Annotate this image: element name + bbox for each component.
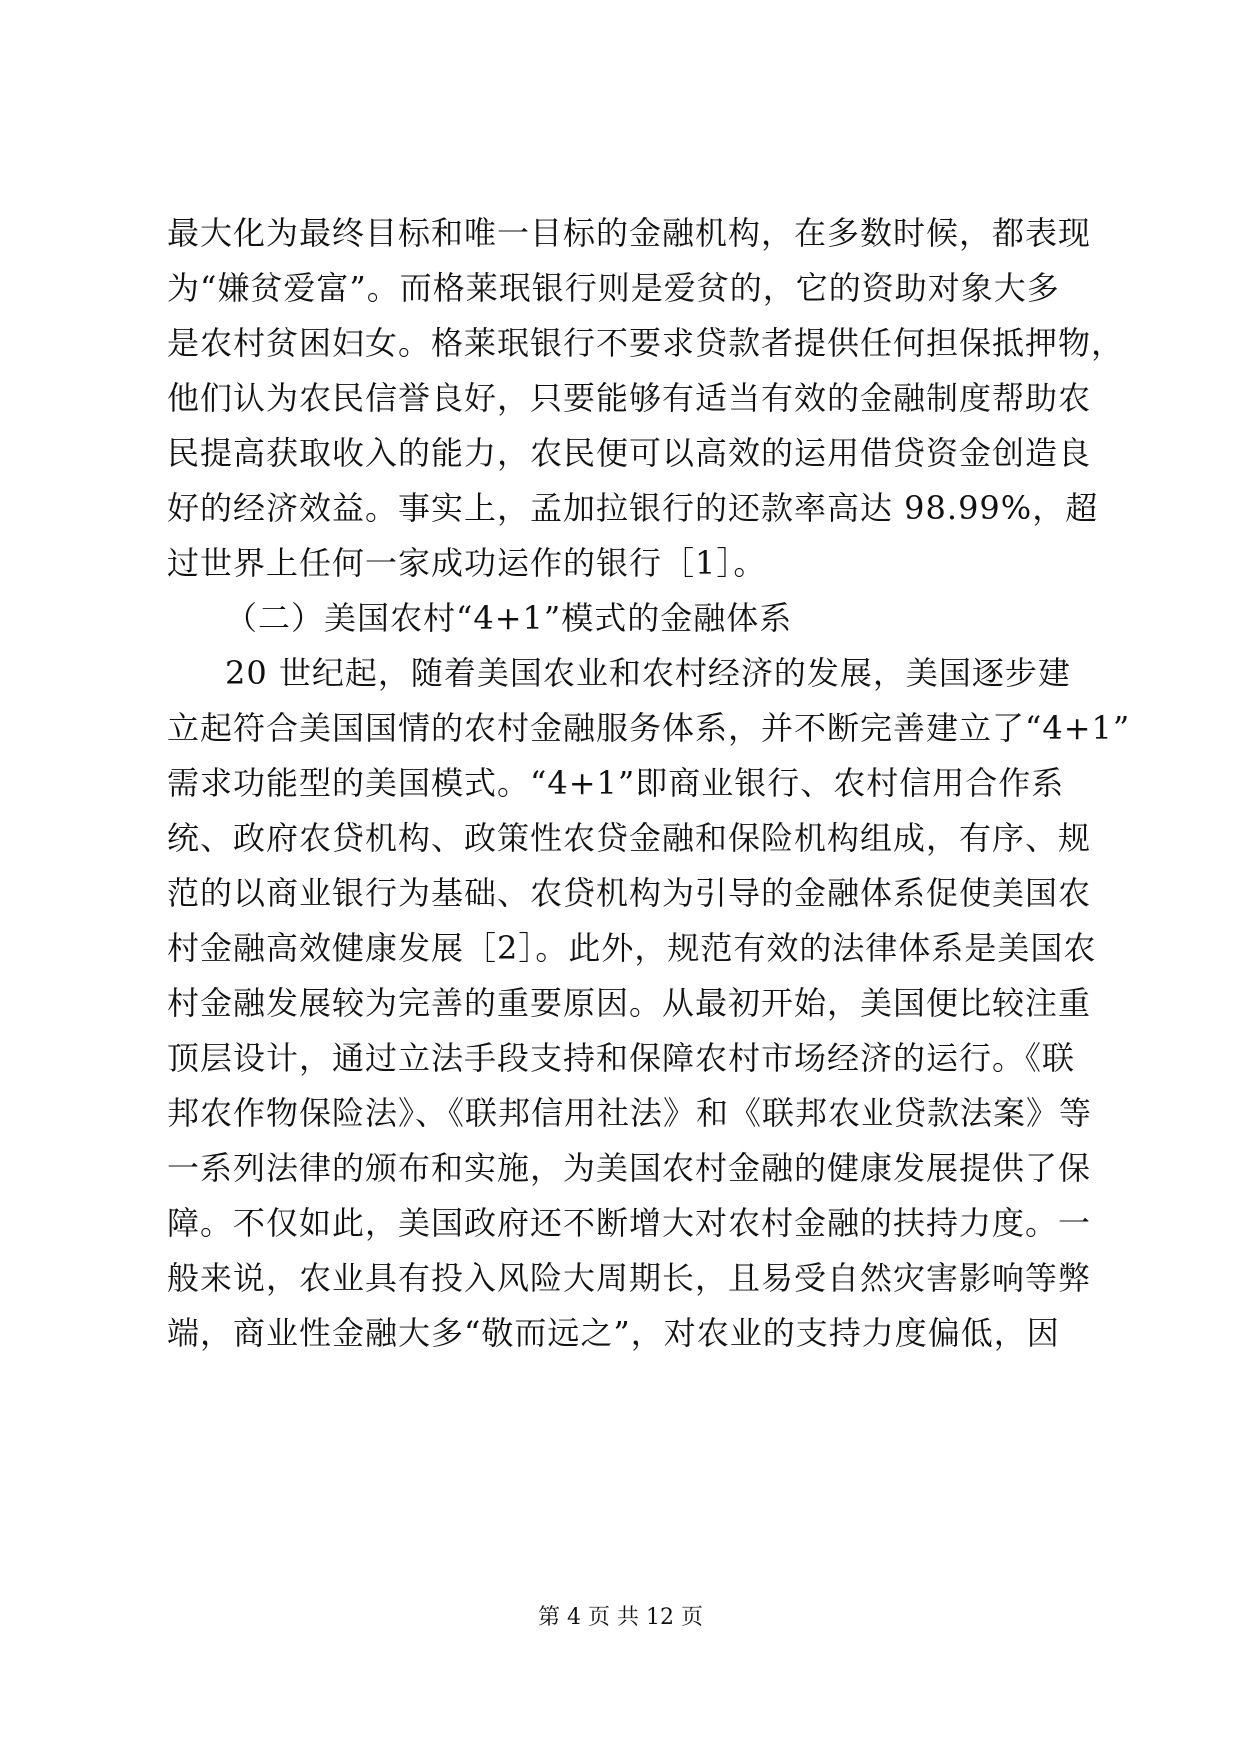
- text-line: 为“嫌贫爱富”。而格莱珉银行则是爱贫的，它的资助对象大多: [167, 269, 1060, 307]
- text-line: 端，商业性金融大多“敬而远之”，对农业的支持力度偏低，因: [167, 1314, 1060, 1352]
- text-line: 好的经济效益。事实上，孟加拉银行的还款率高达 98.99%，超: [167, 489, 1099, 527]
- text-line: 顶层设计，通过立法手段支持和保障农村市场经济的运行。《联: [167, 1039, 1076, 1077]
- text-line: 民提高获取收入的能力，农民便可以高效的运用借贷资金创造良: [167, 434, 1092, 472]
- text-line: 他们认为农民信誉良好，只要能够有适当有效的金融制度帮助农: [167, 379, 1092, 417]
- text-line: 障。不仅如此，美国政府还不断增大对农村金融的扶持力度。一: [167, 1204, 1092, 1242]
- text-line: 邦农作物保险法》、《联邦信用社法》和《联邦农业贷款法案》等: [167, 1094, 1093, 1132]
- paragraph-first-line: 20 世纪起，随着美国农业和农村经济的发展，美国逐步建: [225, 654, 1071, 692]
- text-line: 立起符合美国国情的农村金融服务体系，并不断完善建立了“4+1”: [167, 709, 1131, 747]
- text-line: 一系列法律的颁布和实施，为美国农村金融的健康发展提供了保: [167, 1149, 1092, 1187]
- text-line: 范的以商业银行为基础、农贷机构为引导的金融体系促使美国农: [167, 874, 1092, 912]
- text-line: 村金融高效健康发展［2］。此外，规范有效的法律体系是美国农: [167, 929, 1097, 967]
- text-line: 统、政府农贷机构、政策性农贷金融和保险机构组成，有序、规: [167, 819, 1092, 857]
- text-line: 最大化为最终目标和唯一目标的金融机构，在多数时候，都表现: [167, 214, 1092, 252]
- text-line: 过世界上任何一家成功运作的银行［1］。: [167, 544, 767, 582]
- section-heading: （二）美国农村“4+1”模式的金融体系: [225, 599, 793, 637]
- page-number-footer: 第 4 页 共 12 页: [538, 1605, 703, 1630]
- text-line: 是农村贫困妇女。格莱珉银行不要求贷款者提供任何担保抵押物，: [167, 324, 1125, 362]
- text-line: 般来说，农业具有投入风险大周期长，且易受自然灾害影响等弊: [167, 1259, 1092, 1297]
- text-line: 需求功能型的美国模式。“4+1”即商业银行、农村信用合作系: [167, 764, 1065, 802]
- text-line: 村金融发展较为完善的重要原因。从最初开始，美国便比较注重: [167, 984, 1092, 1022]
